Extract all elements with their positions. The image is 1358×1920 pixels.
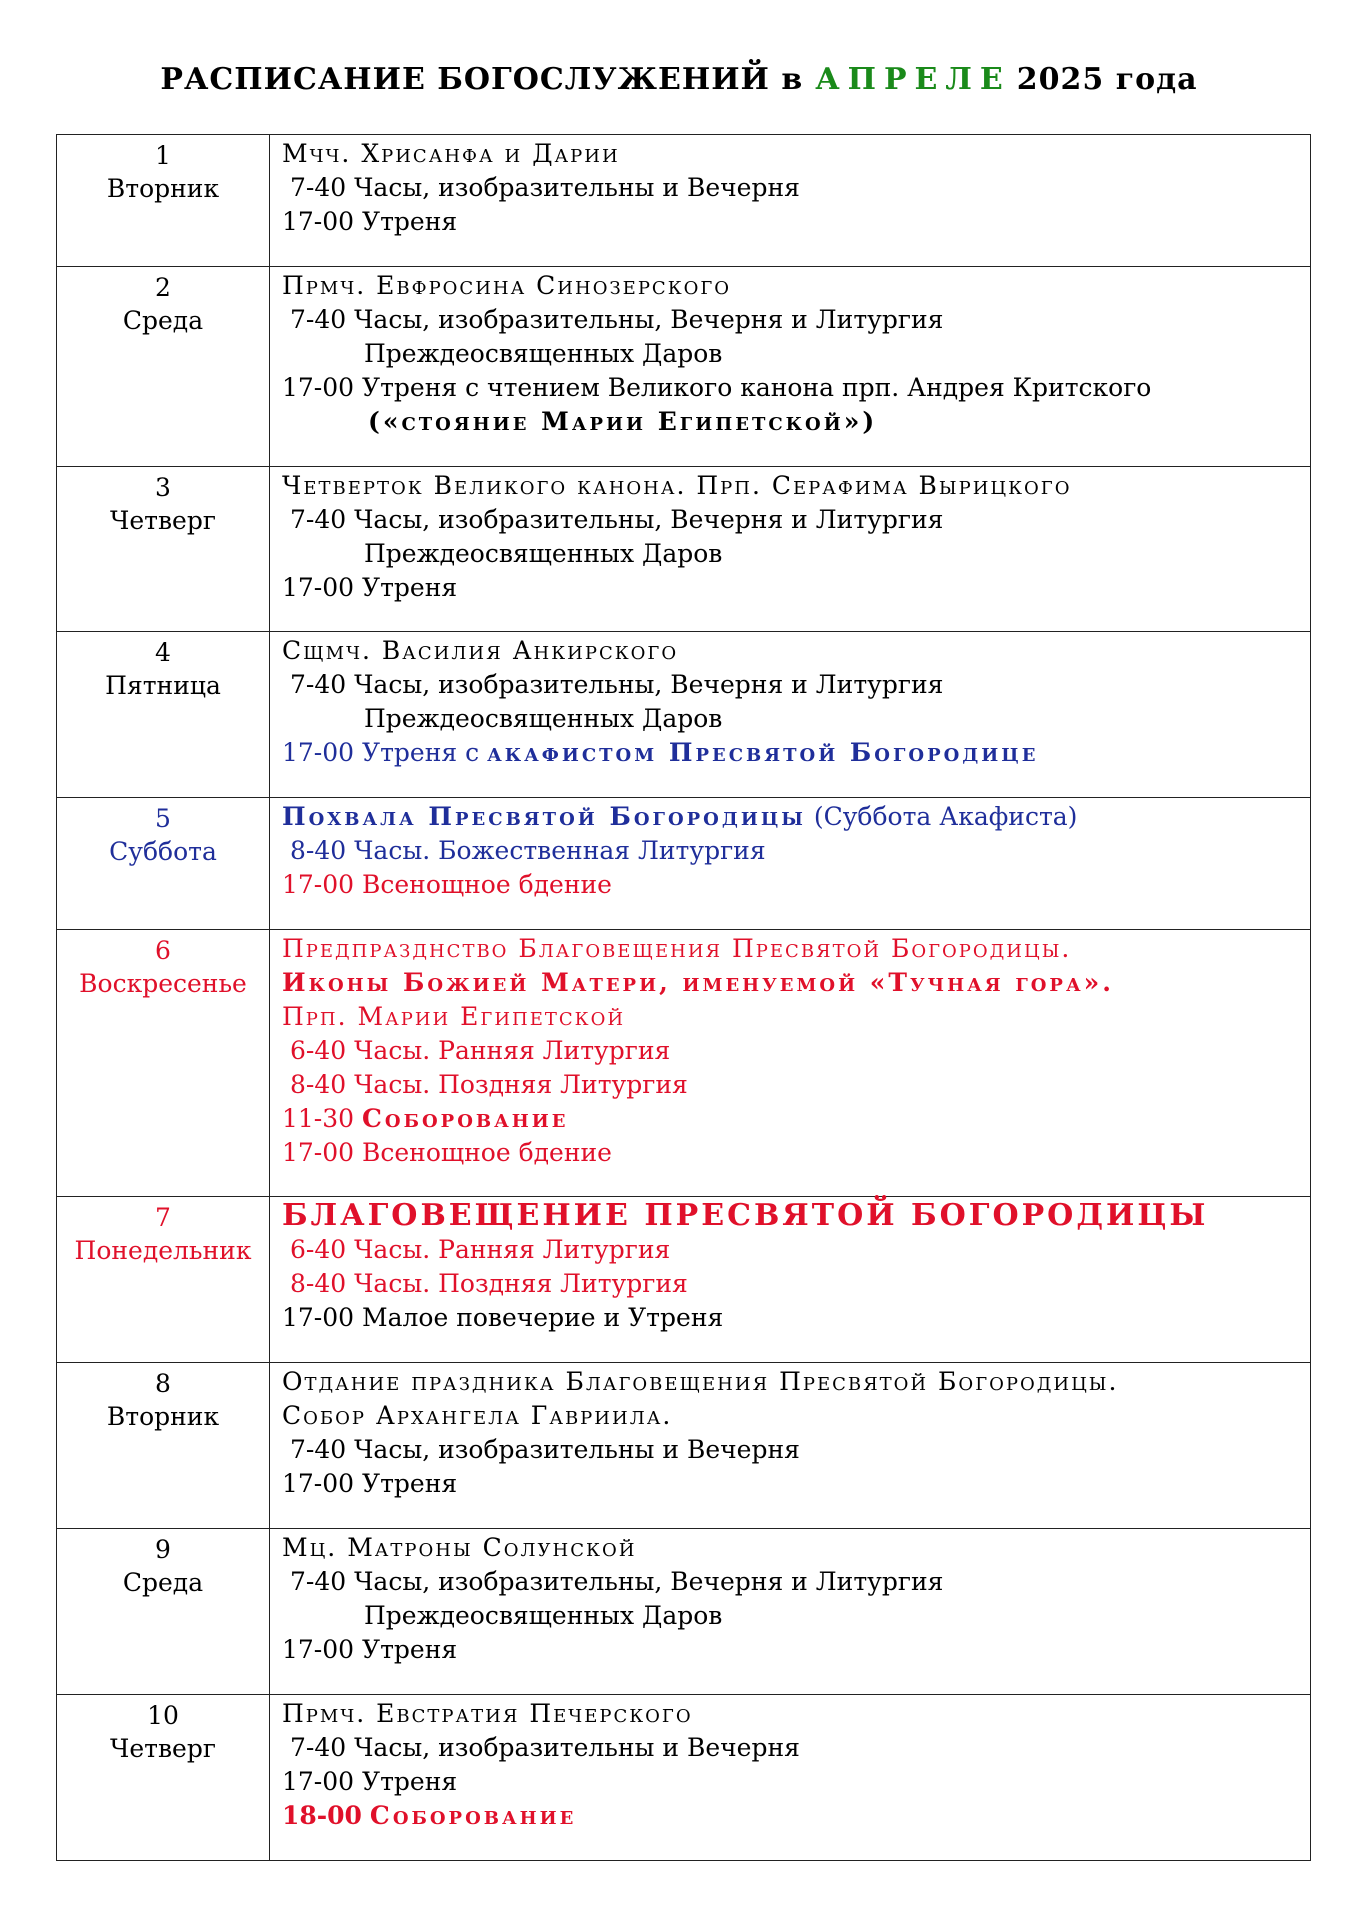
table-row (57, 930, 1311, 1197)
service-line: 7-40 Часы, изобразительны, Вечерня и Литургия (290, 305, 944, 334)
feast-title: Предпразднство Благовещения Пресвятой Богородицы. (282, 934, 1072, 963)
day-cell (57, 930, 270, 1197)
services-cell (270, 798, 1311, 930)
feast-title: Мчч. Хрисанфа и Дарии (282, 139, 620, 168)
title-month: АПРЕЛЕ (815, 62, 1011, 97)
services-cell (270, 135, 1311, 267)
service-line: 17-00 Утреня (282, 1635, 458, 1664)
services-cell (270, 1363, 1311, 1529)
table-row (57, 467, 1311, 632)
services-cell (270, 1197, 1311, 1363)
day-cell (57, 1197, 270, 1363)
table-row (57, 135, 1311, 267)
table-row (57, 1197, 1311, 1363)
day-cell (57, 798, 270, 930)
service-line: 17-00 Утреня (282, 207, 458, 236)
service-line: 7-40 Часы, изобразительны, Вечерня и Литургия (290, 505, 944, 534)
feast-title-3: Прп. Марии Египетской (282, 1002, 626, 1031)
feast-title: Мц. Матроны Солунской (282, 1533, 637, 1562)
table-row (57, 798, 1311, 930)
service-line: 7-40 Часы, изобразительны и Вечерня (290, 173, 800, 202)
service-line: 8-40 Часы. Поздняя Литургия (290, 1070, 688, 1099)
page-title (0, 62, 1358, 97)
day-cell (57, 135, 270, 267)
schedule-table (56, 134, 1311, 1861)
akathist-label: акафистом Пресвятой Богородице (487, 738, 1039, 767)
services-cell (270, 632, 1311, 798)
day-number: 3 (155, 473, 171, 502)
day-cell (57, 1363, 270, 1529)
day-cell (57, 467, 270, 632)
service-line (282, 1102, 1302, 1136)
day-weekday: Среда (122, 1568, 204, 1597)
service-line: 6-40 Часы. Ранняя Литургия (290, 1235, 671, 1264)
feast-title-2: Иконы Божией Матери, именуемой «Тучная гора». (282, 968, 1114, 997)
day-number: 5 (155, 804, 171, 833)
service-line: 17-00 Всенощное бдение (282, 1138, 612, 1167)
service-time: 11-30 (282, 1104, 355, 1133)
day-number: 7 (155, 1203, 171, 1232)
service-name: Соборование (369, 1801, 577, 1830)
day-weekday: Воскресенье (79, 969, 247, 998)
service-time-text: 17-00 Утреня с (282, 738, 480, 767)
service-line-continued: Преждеосвященных Даров (364, 339, 723, 368)
day-weekday: Пятница (105, 671, 221, 700)
title-prefix: РАСПИСАНИЕ БОГОСЛУЖЕНИЙ в (160, 62, 804, 97)
day-cell (57, 1695, 270, 1861)
service-line: 7-40 Часы, изобразительны и Вечерня (290, 1435, 800, 1464)
feast-title: Отдание праздника Благовещения Пресвятой Богородицы. (282, 1367, 1119, 1396)
day-weekday: Вторник (106, 174, 220, 203)
service-line: 17-00 Утреня (282, 573, 458, 602)
service-line: 8-40 Часы. Поздняя Литургия (290, 1269, 688, 1298)
service-line: 7-40 Часы, изобразительны, Вечерня и Литургия (290, 1567, 944, 1596)
day-number: 9 (155, 1535, 171, 1564)
day-number: 6 (155, 936, 171, 965)
day-number: 8 (155, 1369, 171, 1398)
service-line-continued: Преждеосвященных Даров (364, 704, 723, 733)
service-line (282, 1799, 1302, 1833)
service-line: 17-00 Малое повечерие и Утреня (282, 1303, 724, 1332)
day-number: 2 (155, 273, 171, 302)
feast-title: Прмч. Евстратия Печерского (282, 1699, 693, 1728)
service-line (282, 736, 1302, 770)
day-cell (57, 267, 270, 467)
service-line: 17-00 Утреня (282, 1469, 458, 1498)
day-weekday: Четверг (110, 506, 216, 535)
services-cell (270, 267, 1311, 467)
service-line: 17-00 Всенощное бдение (282, 870, 612, 899)
feast-title-2: Собор Архангела Гавриила. (282, 1401, 673, 1430)
feast-title: Четверток Великого канона. Прп. Серафима Вырицкого (282, 471, 1072, 500)
day-weekday: Четверг (110, 1734, 216, 1763)
services-cell (270, 930, 1311, 1197)
table-row (57, 1695, 1311, 1861)
day-cell (57, 1529, 270, 1695)
feast-title: БЛАГОВЕЩЕНИЕ ПРЕСВЯТОЙ БОГОРОДИЦЫ (282, 1198, 1209, 1233)
service-note: («стояние Марии Египетской») (368, 407, 878, 436)
day-number: 1 (155, 141, 171, 170)
day-weekday: Суббота (109, 837, 217, 866)
feast-title: Сщмч. Василия Анкирского (282, 636, 679, 665)
service-time: 18-00 (282, 1801, 362, 1830)
services-cell (270, 1695, 1311, 1861)
table-row (57, 632, 1311, 798)
service-line: 7-40 Часы, изобразительны, Вечерня и Литургия (290, 670, 944, 699)
day-number: 10 (147, 1701, 179, 1730)
table-row (57, 267, 1311, 467)
service-line-continued: Преждеосвященных Даров (364, 1601, 723, 1630)
service-line: 8-40 Часы. Божественная Литургия (290, 836, 766, 865)
service-line-continued: Преждеосвященных Даров (364, 539, 723, 568)
feast-title (282, 800, 1302, 834)
service-line: 6-40 Часы. Ранняя Литургия (290, 1036, 671, 1065)
service-line: 7-40 Часы, изобразительны и Вечерня (290, 1733, 800, 1762)
table-row (57, 1363, 1311, 1529)
title-suffix: 2025 года (1016, 62, 1198, 97)
day-cell (57, 632, 270, 798)
day-number: 4 (155, 638, 171, 667)
feast-name: Похвала Пресвятой Богородицы (282, 802, 806, 831)
day-weekday: Среда (122, 306, 204, 335)
service-line: 17-00 Утреня (282, 1767, 458, 1796)
feast-note: (Суббота Акафиста) (813, 802, 1078, 831)
service-name: Соборование (362, 1104, 569, 1133)
feast-title: Прмч. Евфросина Синозерского (282, 271, 732, 300)
table-row (57, 1529, 1311, 1695)
services-cell (270, 1529, 1311, 1695)
service-line: 17-00 Утреня с чтением Великого канона прп. Андрея Критского (282, 373, 1152, 402)
day-weekday: Вторник (106, 1402, 220, 1431)
services-cell (270, 467, 1311, 632)
day-weekday: Понедельник (74, 1236, 252, 1265)
